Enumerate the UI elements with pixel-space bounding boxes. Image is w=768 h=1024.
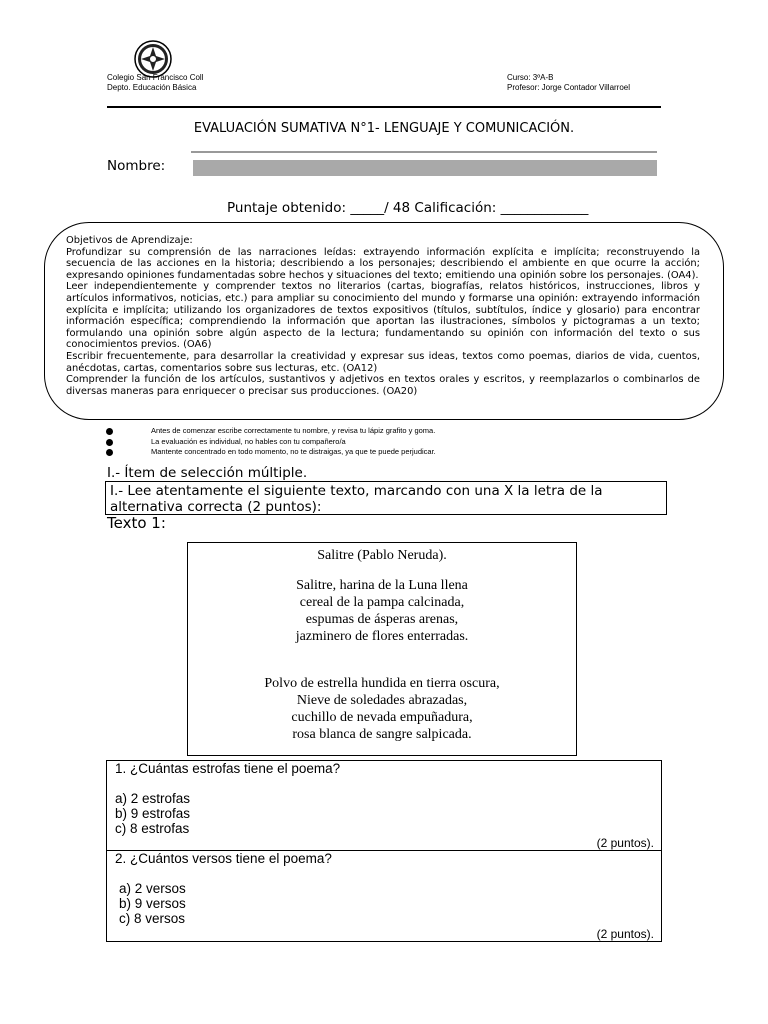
bullet-dot-icon [106, 428, 113, 435]
instruction-text: La evaluación es individual, no hables con tu compañero/a [151, 436, 346, 446]
question-points: (2 puntos). [596, 836, 654, 850]
poem-verse: Salitre, harina de la Luna llena [296, 578, 468, 593]
section-instruction: I.- Lee atentamente el siguiente texto, marcando con una X la letra de la alternativa correcta (2 puntos): [105, 481, 667, 515]
question-cell [107, 761, 661, 851]
objectives-heading: Objetivos de Aprendizaje: [66, 235, 193, 246]
section-title: I.- Ítem de selección múltiple. [107, 465, 308, 481]
poem-box [187, 542, 577, 756]
name-field-shading [193, 160, 657, 176]
question-statement: 1. ¿Cuántas estrofas tiene el poema? [115, 761, 341, 776]
poem-verse: espumas de ásperas arenas, [305, 612, 459, 627]
objective-item: Comprender la función de los artículos, sustantivos y adjetivos en textos orales y escritos, y reemplazarlos o combinarlos de diversas maneras para enriquecer o precisar sus producciones. (OA20) [66, 374, 700, 397]
answer-option[interactable]: c) 8 estrofas [115, 821, 190, 836]
name-label: Nombre: [107, 158, 166, 174]
score-line: Puntaje obtenido: _____/ 48 Calificación: _____________ [227, 200, 589, 216]
objective-item: Profundizar su comprensión de las narraciones leídas: extrayendo información explícita e implícita; reconstruyendo la secuencia de las acciones en la historia; describiendo a los personajes; describiendo el ambiente en que ocurre la acción; expresando opiniones fundamentadas sobre hechos y situaciones del texto; emitiendo una opinión sobre los personajes. (OA4). [66, 246, 700, 281]
course-label: Curso: 3ºA-B [507, 73, 554, 82]
answer-option[interactable]: a) 2 estrofas [115, 791, 191, 806]
department-name: Depto. Educación Básica [107, 83, 197, 92]
poem-verse: cereal de la pampa calcinada, [299, 595, 465, 610]
answer-option[interactable]: a) 2 versos [119, 881, 186, 896]
poem-verse: cuchillo de nevada empuñadura, [291, 710, 473, 725]
exam-title: EVALUACIÓN SUMATIVA N°1- LENGUAJE Y COMUNICACIÓN. [193, 121, 575, 136]
objective-item: Leer independientemente y comprender textos no literarios (cartas, biografías, relatos históricos, instrucciones, libros y artículos informativos, noticias, etc.) para ampliar su conocimiento del mundo y formarse una opinión: extrayendo información explícita e implícita; utilizando los organizadores de textos expositivos (títulos, subtítulos, índice y glosario) para encontrar información específica; comprendiendo la información que aportan las ilustraciones, símbolos y pictogramas a un texto; formulando una opinión sobre algún aspecto de la lectura; fundamentando su opinión con información del texto o sus conocimientos previos. (OA6) [66, 281, 700, 351]
answer-option[interactable]: b) 9 versos [119, 896, 186, 911]
header-divider [107, 106, 661, 108]
objectives-text [66, 235, 700, 397]
instruction-text: Antes de comenzar escribe correctamente tu nombre, y revisa tu lápiz grafito y goma. [151, 426, 436, 435]
poem-verse: jazminero de flores enterradas. [295, 629, 469, 644]
question-points: (2 puntos). [596, 927, 654, 941]
list-item [104, 437, 584, 448]
answer-option[interactable]: b) 9 estrofas [115, 806, 191, 821]
poem-stanza [188, 675, 576, 743]
poem-title: Salitre (Pablo Neruda). [317, 548, 447, 563]
question-statement: 2. ¿Cuántos versos tiene el poema? [115, 851, 332, 866]
poem-stanza [188, 577, 576, 645]
bullet-dot-icon [106, 439, 113, 446]
objective-item: Escribir frecuentemente, para desarrollar la creatividad y expresar sus ideas, textos como poemas, diarios de vida, cuentos, anécdotas, cartas, comentarios sobre sus lecturas, etc. (OA12) [66, 350, 700, 374]
teacher-label: Profesor: Jorge Contador Villarroel [507, 83, 631, 92]
instruction-text: Mantente concentrado en todo momento, no te distraigas, ya que te puede perjudicar. [151, 447, 436, 456]
bullet-dot-icon [106, 449, 113, 456]
school-name: Colegio San Francisco Coll [107, 73, 204, 82]
instructions-list [104, 426, 584, 458]
poem-verse: Polvo de estrella hundida en tierra oscura, [264, 676, 500, 691]
answer-option[interactable]: c) 8 versos [119, 911, 186, 926]
text-label: Texto 1: [107, 514, 166, 532]
poem-verse: Nieve de soledades abrazadas, [296, 693, 468, 708]
questions-table [106, 760, 662, 942]
list-item [104, 447, 584, 458]
question-cell [107, 851, 661, 941]
list-item [104, 426, 584, 437]
poem-verse: rosa blanca de sangre salpicada. [292, 727, 472, 742]
